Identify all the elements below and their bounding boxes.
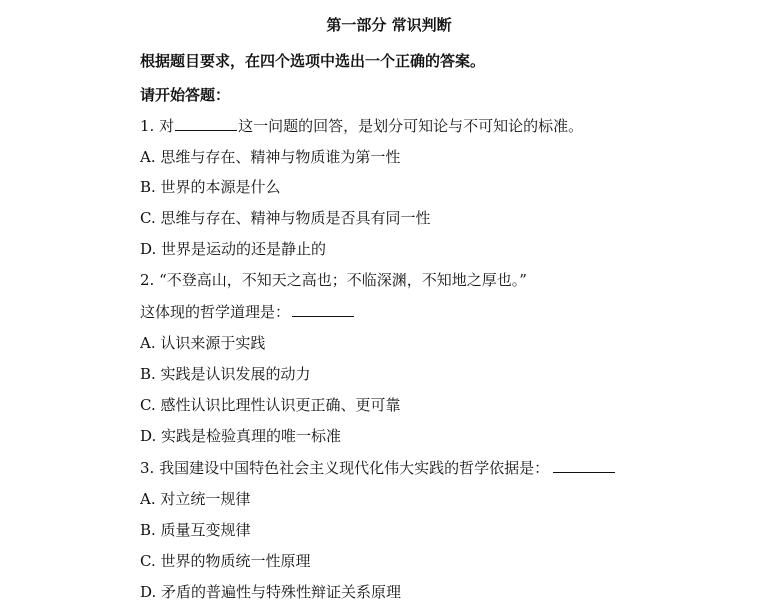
question-2-option-c: C. 感性认识比理性认识更正确、更可靠 (140, 396, 401, 414)
question-1-blank (175, 116, 237, 131)
start-prompt: 请开始答题： (140, 86, 231, 104)
question-2-blank (292, 302, 354, 317)
question-3-option-a: A. 对立统一规律 (140, 490, 251, 508)
question-2-option-a: A. 认识来源于实践 (140, 334, 266, 352)
question-3-option-b: B. 质量互变规律 (140, 521, 251, 539)
question-3-stem-text: 3. 我国建设中国特色社会主义现代化伟大实践的哲学依据是： (140, 459, 550, 477)
question-2-option-b: B. 实践是认识发展的动力 (140, 365, 311, 383)
question-2-stem-line1: 2. “不登高山，不知天之高也；不临深渊，不知地之厚也。” (140, 271, 527, 289)
instruction-text: 根据题目要求，在四个选项中选出一个正确的答案。 (140, 52, 486, 70)
question-1-option-d: D. 世界是运动的还是静止的 (140, 240, 327, 258)
question-3-blank (553, 458, 615, 473)
question-1-stem-prefix: 1. 对 (140, 117, 175, 135)
question-1-option-b: B. 世界的本源是什么 (140, 178, 281, 196)
question-1-stem-suffix: 这一问题的回答，是划分可知论与不可知论的标准。 (238, 117, 584, 135)
question-1-option-c: C. 思维与存在、精神与物质是否具有同一性 (140, 209, 431, 227)
question-1-option-a: A. 思维与存在、精神与物质谁为第一性 (140, 148, 401, 166)
question-2-option-d: D. 实践是检验真理的唯一标准 (140, 427, 342, 445)
section-title: 第一部分 常识判断 (326, 16, 452, 34)
question-2-stem-text: 这体现的哲学道理是： (140, 303, 291, 321)
question-1-stem (140, 115, 583, 137)
question-3-option-d: D. 矛盾的普遍性与特殊性辩证关系原理 (140, 583, 402, 601)
question-2-stem-line2 (140, 301, 354, 323)
question-3-option-c: C. 世界的物质统一性原理 (140, 552, 311, 570)
question-3-stem (140, 457, 615, 479)
